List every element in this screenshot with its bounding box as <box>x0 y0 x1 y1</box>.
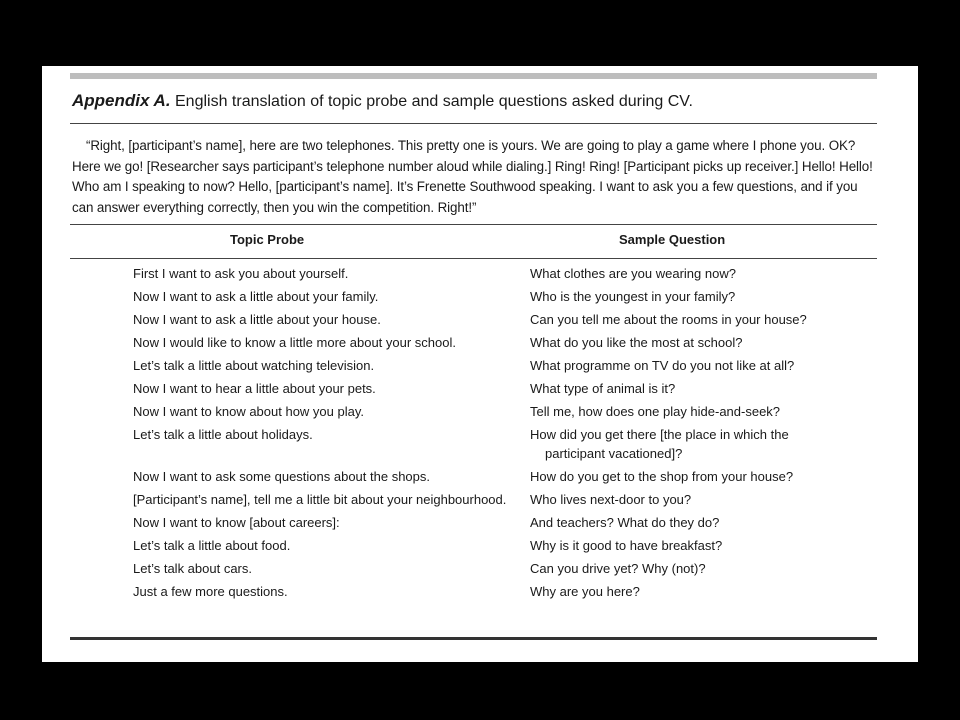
document-page <box>42 66 918 662</box>
title-rule <box>70 123 877 124</box>
sample-question-cell: What type of animal is it? <box>530 381 676 396</box>
topic-probe-cell: Now I want to ask a little about your family. <box>133 289 379 304</box>
intro-paragraph: “Right, [participant’s name], here are two telephones. This pretty one is yours. We are going to play a game where I phone you. OK? Here we go! [Researcher says participant’s telephone number aloud while dialing.] Ring! Ring! [Participant picks up receiver.] Hello! Hello! Who am I speaking to now? Hello, [participant’s name]. It’s Frenette Southwood speaking. I want to ask you a few questions, and if you can answer everything correctly, then you win the competition. Right!” <box>72 138 873 215</box>
topic-probe-cell: Now I want to know about how you play. <box>133 404 364 419</box>
table-row <box>42 287 918 310</box>
sample-question-cell: What clothes are you wearing now? <box>530 266 736 281</box>
table-row <box>42 379 918 402</box>
appendix-caption: English translation of topic probe and sample questions asked during CV. <box>175 93 693 110</box>
sample-question-cell: Who lives next-door to you? <box>530 492 692 507</box>
column-header-topic-probe: Topic Probe <box>230 232 305 247</box>
table-row <box>42 333 918 356</box>
table-row <box>42 264 918 287</box>
sample-question-cell: And teachers? What do they do? <box>530 515 720 530</box>
topic-probe-cell: Let’s talk a little about holidays. <box>133 427 313 442</box>
table-top-rule <box>70 224 877 225</box>
sample-question-cell: Can you tell me about the rooms in your house? <box>530 312 807 327</box>
sample-question-cell: How did you get there [the place in which the participant vacationed]? <box>530 427 789 461</box>
sample-question-cell: Who is the youngest in your family? <box>530 289 736 304</box>
table-row <box>42 490 918 513</box>
table-row <box>42 310 918 333</box>
table-row <box>42 425 918 467</box>
appendix-title <box>72 90 877 113</box>
sample-question-cell: Why are you here? <box>530 584 640 599</box>
column-header-sample-question: Sample Question <box>619 232 726 247</box>
topic-probe-cell: Now I want to know [about careers]: <box>133 515 340 530</box>
topic-probe-cell: Now I want to ask a little about your house. <box>133 312 381 327</box>
topic-probe-cell: Now I would like to know a little more about your school. <box>133 335 456 350</box>
topic-probe-cell: First I want to ask you about yourself. <box>133 266 349 281</box>
table-body <box>42 264 918 605</box>
topic-probe-cell: Now I want to ask some questions about the shops. <box>133 469 431 484</box>
sample-question-cell: What do you like the most at school? <box>530 335 743 350</box>
topic-probe-cell: Just a few more questions. <box>133 584 288 599</box>
top-rule <box>70 73 877 79</box>
sample-question-cell: What programme on TV do you not like at all? <box>530 358 795 373</box>
topic-probe-cell: [Participant’s name], tell me a little bit about your neighbourhood. <box>133 492 507 507</box>
table-row <box>42 356 918 379</box>
table-header-rule <box>70 258 877 259</box>
topic-probe-cell: Let’s talk a little about watching television. <box>133 358 375 373</box>
table-row <box>42 536 918 559</box>
table-row <box>42 467 918 490</box>
appendix-label: Appendix A. <box>72 91 171 110</box>
sample-question-cell: How do you get to the shop from your house? <box>530 469 794 484</box>
sample-question-cell: Can you drive yet? Why (not)? <box>530 561 706 576</box>
topic-probe-cell: Now I want to hear a little about your pets. <box>133 381 376 396</box>
topic-probe-cell: Let’s talk about cars. <box>133 561 252 576</box>
table-bottom-rule <box>70 637 877 640</box>
sample-question-cell: Tell me, how does one play hide-and-seek? <box>530 404 781 419</box>
table-row <box>42 559 918 582</box>
topic-probe-cell: Let’s talk a little about food. <box>133 538 291 553</box>
table-row <box>42 513 918 536</box>
table-row <box>42 402 918 425</box>
table-row <box>42 582 918 605</box>
sample-question-cell: Why is it good to have breakfast? <box>530 538 723 553</box>
